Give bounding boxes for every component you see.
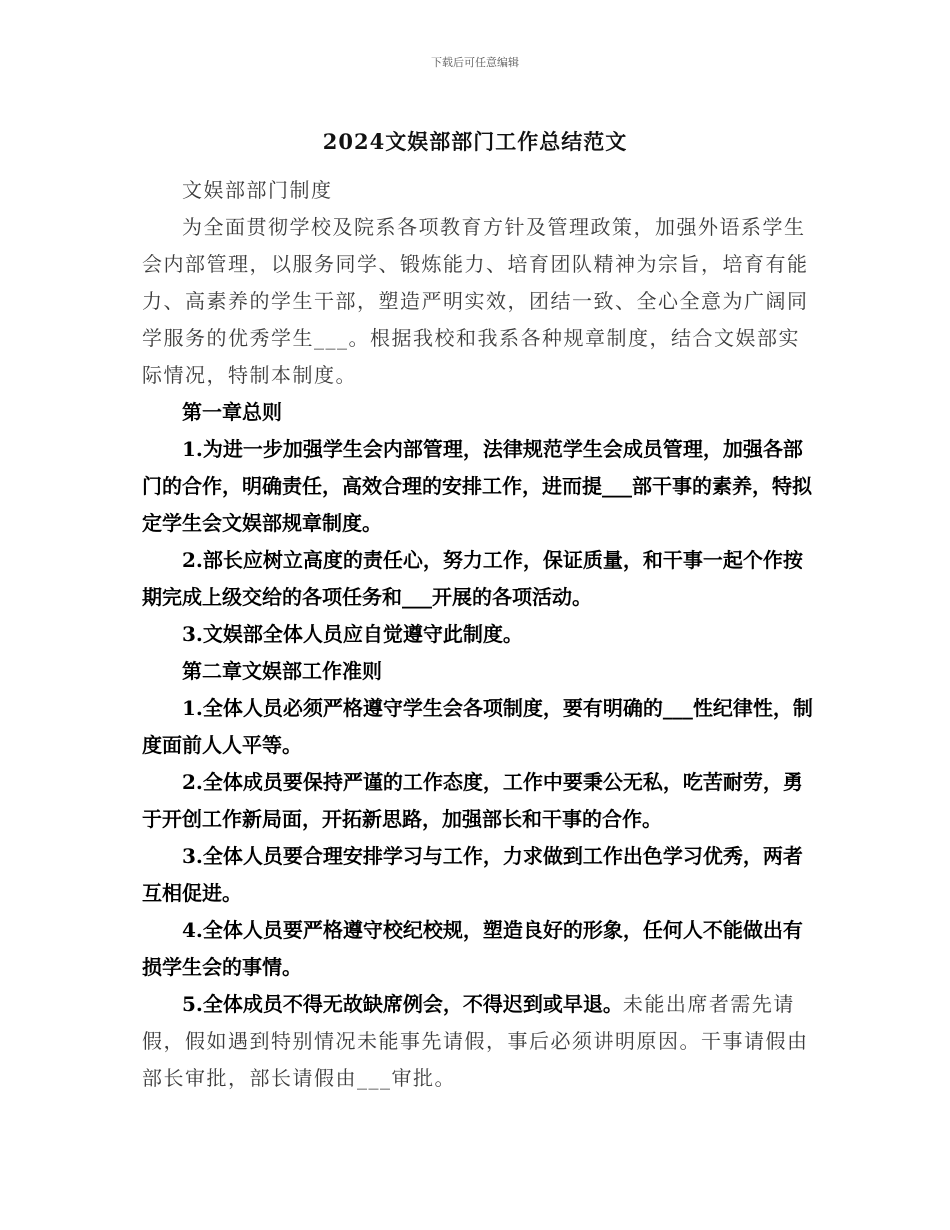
section-subtitle: 文娱部部门制度 [182, 178, 333, 202]
chapter-2-item: 2.全体成员要保持严谨的工作态度，工作中要秉公无私，吃苦耐劳，勇于开创工作新局面，开拓新思路，加强部长和干事的合作。 [142, 770, 803, 831]
document-body [142, 172, 814, 1097]
chapter-2-item: 3.全体人员要合理安排学习与工作，力求做到工作出色学习优秀，两者互相促进。 [142, 844, 803, 905]
chapter-2-item-5 [142, 986, 814, 1097]
chapter-2-heading: 第二章文娱部工作准则 [182, 659, 382, 683]
intro-paragraph: 为全面贯彻学校及院系各项教育方针及管理政策，加强外语系学生会内部管理，以服务同学、锻炼能力、培育团队精神为宗旨，培育有能力、高素养的学生干部，塑造严明实效，团结一致、全心全意为广阔同学服务的优秀学生___。根据我校和我系各种规章制度，结合文娱部实际情况，特制本制度。 [142, 215, 809, 387]
chapter-1-heading: 第一章总则 [182, 400, 282, 424]
chapter-2-item: 4.全体人员要严格遵守校纪校规，塑造良好的形象，任何人不能做出有损学生会的事情。 [142, 918, 803, 979]
item-5-regular-text: 未能出席者需先请假，假如遇到特别情况未能事先请假，事后必须讲明原因。干事请假由部长审批，部长请假由___审批。 [142, 992, 809, 1090]
header-note: 下载后可任意编辑 [431, 56, 519, 69]
chapter-1-item: 1.为进一步加强学生会内部管理，法律规范学生会成员管理，加强各部门的合作，明确责任，高效合理的安排工作，进而提___部干事的素养，特拟定学生会文娱部规章制度。 [142, 437, 812, 535]
chapter-1-item: 2.部长应树立高度的责任心，努力工作，保证质量，和干事一起个作按期完成上级交给的各项任务和___开展的各项活动。 [142, 548, 803, 609]
chapter-1-item: 3.文娱部全体人员应自觉遵守此制度。 [182, 622, 523, 646]
item-5-bold-text: 5.全体成员不得无故缺席例会，不得迟到或早退。 [182, 992, 623, 1016]
page-title: 2024文娱部部门工作总结范文 [322, 129, 628, 154]
chapter-2-item: 1.全体人员必须严格遵守学生会各项制度，要有明确的___性纪律性，制度面前人人平等。 [142, 696, 813, 757]
